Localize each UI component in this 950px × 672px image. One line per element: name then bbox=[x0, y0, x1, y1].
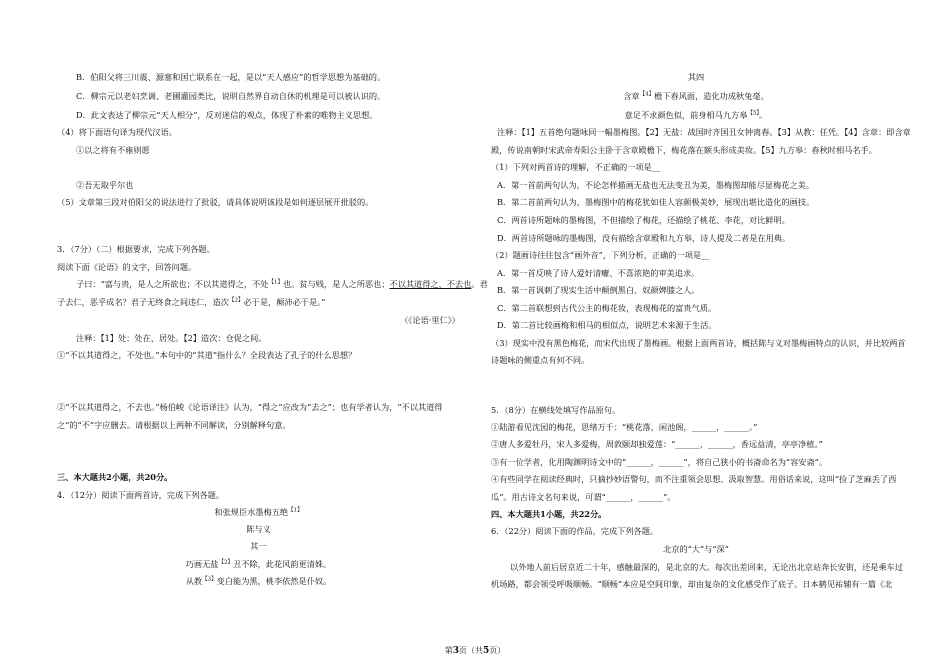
footnote-2-marker: 【2】 bbox=[228, 297, 244, 304]
subquestion-1-option-a: A．第一首前两句认为，不论怎样描画无盐也无法变丑为美，墨梅图却能尽显梅花之美。 bbox=[497, 180, 815, 190]
subquestion-3-line-1: （3）现实中没有黑色梅花，而宋代出现了墨梅画。根据上面两首诗，概括陈与义对墨梅画特点的认识，并比较两首 bbox=[491, 338, 906, 348]
question-4-translate: （4）将下面语句译为现代汉语。 bbox=[57, 127, 177, 137]
subquestion-1-option-b: B．第二首前两句认为，墨梅图中的梅花犹如佳人容颜极美妙，展现出堪比造化的画技。 bbox=[497, 197, 815, 207]
lunyu-passage-line-2: 子去仁，恶乎成名？君子无终食之间违仁，造次$^{【2】}$必于是，颠沛必于是。” bbox=[57, 297, 326, 307]
subquestion-2-option-a: A．第一首反映了诗人爱好清癯、不喜浓艳的审美追求。 bbox=[497, 268, 700, 278]
subquestion-2: （2）题画诗往往包含“画外音”，下列分析，正确的一项是__ bbox=[491, 250, 710, 260]
total-page-count: 5 bbox=[483, 646, 490, 656]
question-5-item-1: ①陆游看见沈园的梅花，思绪万千：“桃花落，闲池阁，______，______。” bbox=[491, 422, 758, 432]
question-3-item-2-line-1: ②“不以其道得之，不去也。”杨伯峻《论语译注》认为，“得之”应改为“去之”；也有学者认为，“不以其道得 bbox=[57, 402, 443, 412]
option-c-line: C．柳宗元以老妇烹调、老圃灌园类比，说明自然界自动自休的机理是可以被认识的。 bbox=[76, 91, 386, 101]
poem-author: 陈与义 bbox=[246, 524, 271, 534]
footnote-1-marker: 【1】 bbox=[268, 279, 283, 286]
option-b-line: B．伯阳父将三川震、源塞和国亡联系在一起，是以“天人感应”的哲学思想为基础的。 bbox=[76, 72, 386, 82]
subquestion-2-option-d: D．第二首比较画梅和相马的相似点，说明艺术来源于生活。 bbox=[497, 320, 717, 330]
subquestion-3-line-2: 诗题咏的侧重点有何不同。 bbox=[491, 355, 590, 365]
section-4-heading: 四、本大题共1小题，共22分。 bbox=[491, 509, 607, 519]
poem-title: 和张规臣水墨梅五绝$^{【1】}$ bbox=[214, 507, 303, 517]
translate-item-2: ②吾无取乎尔也 bbox=[76, 180, 134, 190]
poem-notes-line-1: 注释：【1】五首绝句题咏同一幅墨梅图。【2】无盐：战国时齐国丑女钟离春。【3】从教：任凭。【4】含章：即含章 bbox=[497, 127, 911, 137]
question-4-heading: 4．（12分）阅读下面两首诗，完成下列各题。 bbox=[57, 490, 225, 500]
subquestion-1: （1）下列对两首诗的理解，不正确的一项是__ bbox=[491, 162, 660, 172]
question-3-item-2-line-2: 之”的“不”字应删去。请根据以上两种不同解读，分别解释句意。 bbox=[57, 420, 291, 430]
essay-line-2: 机场路，都会领受呼吸顺畅。“顺畅”本应是空间印象，却由复杂的文化感受作了底子。日本鹤见祐辅有一篇《北 bbox=[491, 579, 893, 589]
essay-title: 北京的“大”与“深” bbox=[663, 544, 729, 554]
poem-line-1: 巧画无盐$^{【2】}$丑不除，此花风韵更清姝。 bbox=[185, 559, 332, 569]
footnote-marker: 【5】 bbox=[747, 110, 760, 117]
question-3-instruction: 阅读下面《论语》的文字，回答问题。 bbox=[57, 262, 197, 272]
question-3-item-1: ①“不以其道得之，不处也。”本句中的“其道”指什么？全段表达了孔子的什么思想？ bbox=[57, 350, 357, 360]
option-d-line: D．此文表达了柳宗元“天人相分”，反对迷信的观点，体现了朴素的唯物主义思想。 bbox=[76, 110, 378, 120]
subquestion-2-option-b: B．第一首讽刺了现实生活中颠倒黑白、奴颜婢膝之人。 bbox=[497, 285, 700, 295]
subquestion-1-option-d: D．两首诗所题咏的墨梅图，没有描绘含章殿和九方皋，诗人提及二者是在用典。 bbox=[497, 233, 791, 243]
poem-part-1: 其一 bbox=[250, 541, 267, 551]
question-5-item-4-line-2: 瓜”。用古诗文名句来说，可谓“______，______”。 bbox=[491, 492, 676, 502]
question-3-heading: 3．（7分）（二）根据要求，完成下列各题。 bbox=[57, 244, 215, 254]
footnote-marker: 【1】 bbox=[288, 507, 303, 514]
question-6-heading: 6．（22分）阅读下面的作品，完成下列各题。 bbox=[491, 526, 659, 536]
essay-line-1: 以外地人前后居京近二十年，感触最深的，是北京的大。每次出差回来，无论出北京站奔长安街，还是乘车过 bbox=[510, 562, 904, 572]
subquestion-2-option-c: C．第二首联想到古代公主的梅花妆，表现梅花的富贵气质。 bbox=[497, 303, 717, 313]
current-page-number: 3 bbox=[452, 646, 459, 656]
poem-line-2: 从教$^{【3】}$变白能为黑，桃李依然是仆奴。 bbox=[185, 576, 332, 586]
translate-item-1: ①以之将有不雍则愿 bbox=[76, 145, 150, 155]
lunyu-notes: 注释：【1】处：处在、居处。【2】造次：仓促之间。 bbox=[76, 333, 267, 343]
question-5-item-4-line-1: ④有些同学在阅读经典时，只摘抄妙语警句，而不注重领会思想、汲取智慧。用俗话来说，这叫“捡了芝麻丢了西 bbox=[491, 474, 897, 484]
section-3-heading: 三、本大题共2小题，共20分。 bbox=[57, 472, 173, 482]
underlined-phrase: 不以其道得之，不去也 bbox=[389, 279, 472, 289]
footnote-marker: 【4】 bbox=[639, 91, 655, 98]
subquestion-1-option-c: C．两首诗所题咏的墨梅图，不但描绘了梅花，还描绘了桃花、李花，对比鲜明。 bbox=[497, 215, 790, 225]
poem-notes-line-2: 殿，传说南朝时宋武帝寿阳公主卧于含章殿檐下，梅花落在额头形成美妆。【5】九方皋：春秋时相马名手。 bbox=[491, 145, 877, 155]
question-5-line: （5）文章第三段对伯阳父的说法进行了批驳，请具体说明该段是如何逐层展开批驳的。 bbox=[57, 197, 374, 207]
question-5-item-2: ②唐人多爱牡丹，宋人多爱梅，周敦颐却独爱莲：“______，______，香远益清，亭亭净植。” bbox=[491, 439, 823, 449]
question-5-item-3: ③有一位学者，化用陶渊明诗文中的“______，______”，将自己狭小的书斋命名为“容安斋”。 bbox=[491, 457, 828, 467]
poem-part-4: 其四 bbox=[687, 72, 705, 82]
question-5-heading: 5．（8分）在横线处填写作品原句。 bbox=[491, 405, 621, 415]
lunyu-passage-line-1: 子曰：“富与贵，是人之所欲也；不以其道得之，不处$^{【1】}$也。贫与贱，是人之所恶也；不以其道得之，不去也。君 bbox=[76, 279, 488, 289]
footnote-marker: 【3】 bbox=[202, 576, 217, 583]
lunyu-source: （《论语·里仁》） bbox=[400, 315, 460, 325]
poem4-line-2: 意足不求颜色似，前身相马九方皋$^{【5】}$。 bbox=[624, 110, 768, 120]
page-footer: 第3页（共5页） bbox=[444, 646, 506, 656]
footnote-marker: 【2】 bbox=[218, 559, 233, 566]
poem4-line-1: 含章$^{【4】}$檐下春风面，造化功成秋兔毫。 bbox=[623, 91, 769, 101]
